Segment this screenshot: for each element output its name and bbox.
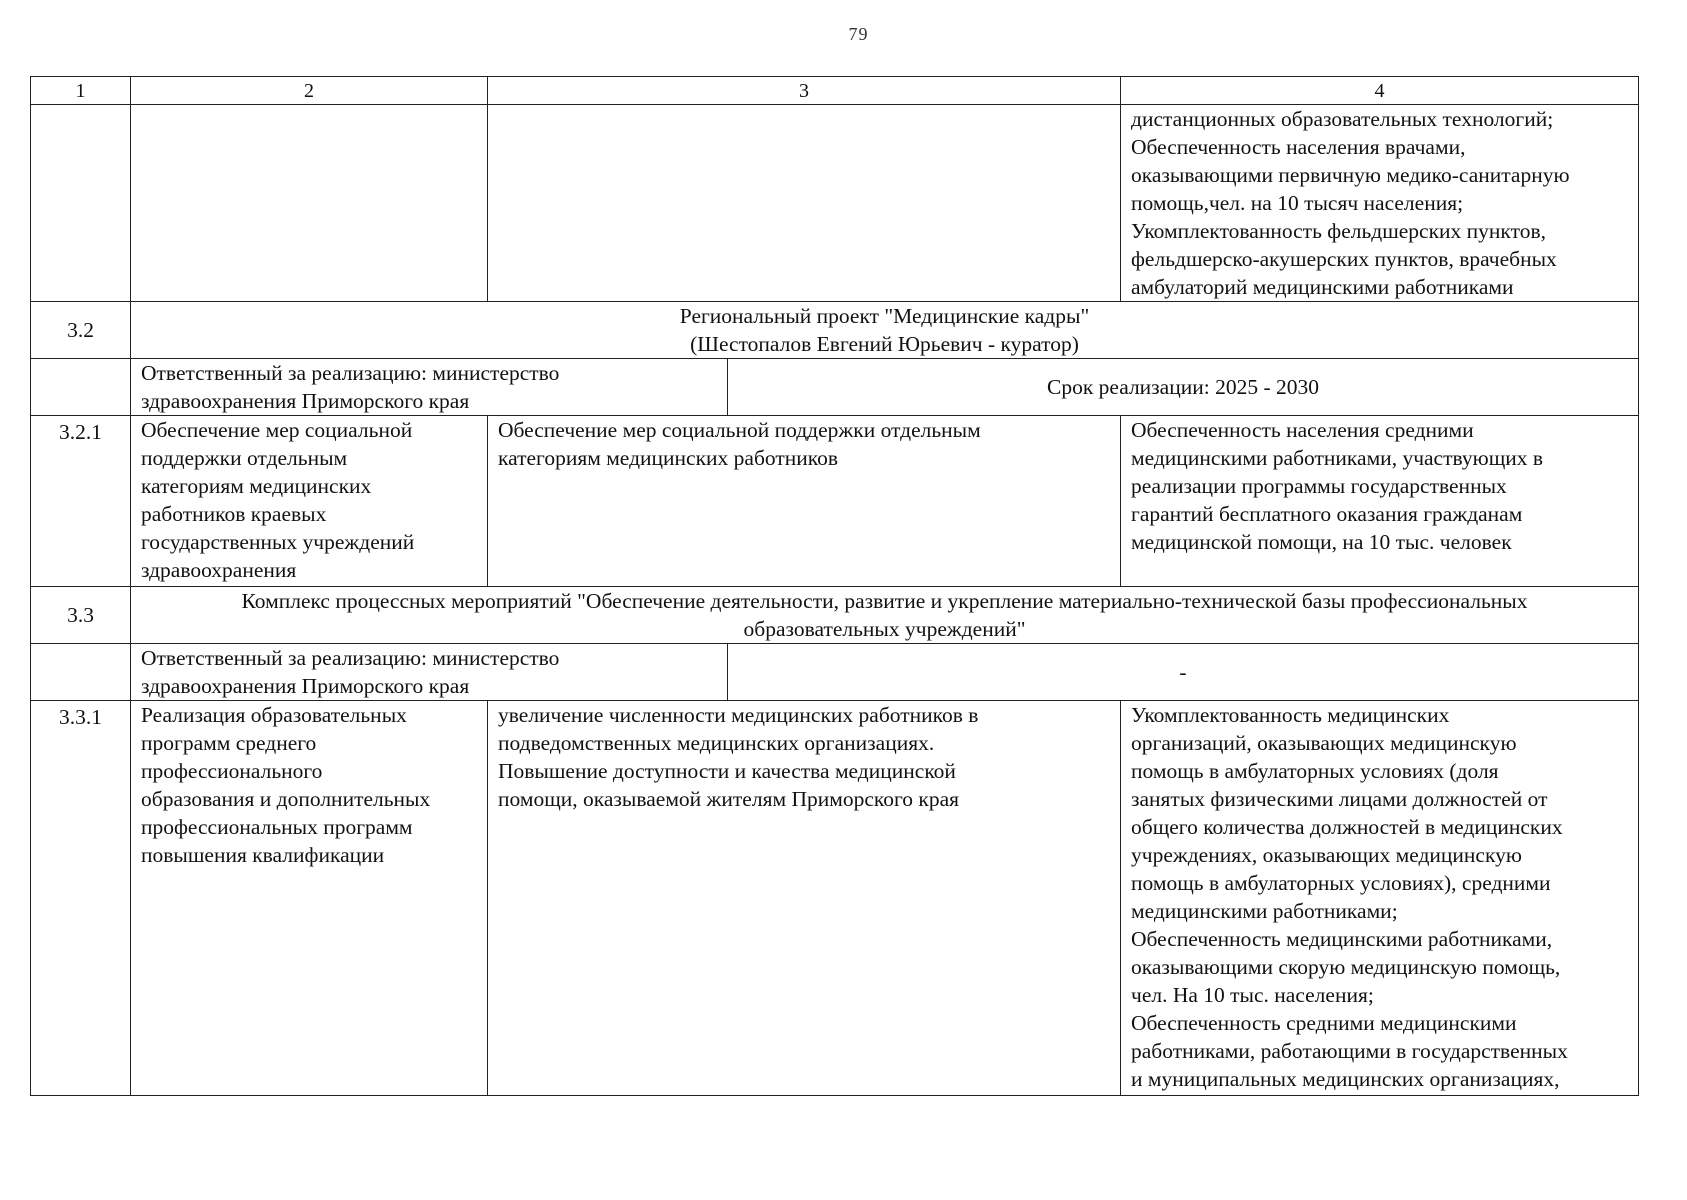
section-title-line: (Шестопалов Евгений Юрьевич - куратор) — [690, 332, 1079, 356]
text-line: помощь,чел. на 10 тысяч населения; — [1131, 191, 1464, 215]
result-cell — [488, 416, 1121, 587]
text-line: Укомплектованность фельдшерских пунктов, — [1131, 219, 1546, 243]
continuation-cell-3 — [488, 105, 1121, 302]
responsible-line: здравоохранения Приморского края — [141, 389, 470, 413]
responsible-row — [31, 359, 1639, 416]
text-line: поддержки отдельным — [141, 446, 348, 470]
text-line: и муниципальных медицинских организациях, — [1131, 1067, 1560, 1091]
result-cell — [488, 701, 1121, 1096]
text-line: подведомственных медицинских организациях. — [498, 731, 935, 755]
section-number: 3.3 — [31, 587, 131, 644]
text-line: медицинской помощи, на 10 тыс. человек — [1131, 530, 1512, 554]
text-line: помощь в амбулаторных условиях (доля — [1131, 759, 1499, 783]
indicator-cell — [1121, 416, 1639, 587]
section-3-3-row — [31, 587, 1639, 644]
header-row — [31, 77, 1639, 105]
continuation-cell-4 — [1121, 105, 1639, 302]
text-line: Реализация образовательных — [141, 703, 407, 727]
text-line: Обеспечение мер социальной — [141, 418, 413, 442]
text-line: чел. На 10 тыс. населения; — [1131, 983, 1374, 1007]
text-line: помощи, оказываемой жителям Приморского края — [498, 787, 960, 811]
section-title-line: Региональный проект "Медицинские кадры" — [679, 304, 1090, 328]
section-title — [131, 302, 1639, 359]
text-line: учреждениях, оказывающих медицинскую — [1131, 843, 1522, 867]
responsible-line: Ответственный за реализацию: министерство — [141, 361, 560, 385]
text-line: занятых физическими лицами должностей от — [1131, 787, 1548, 811]
text-line: медицинскими работниками; — [1131, 899, 1398, 923]
responsible-row — [31, 644, 1639, 701]
text-line: Укомплектованность медицинских — [1131, 703, 1450, 727]
text-line: Обеспечение мер социальной поддержки отдельным — [498, 418, 981, 442]
text-line: работников краевых — [141, 502, 327, 526]
column-header-3: 3 — [488, 77, 1121, 105]
text-line: увеличение численности медицинских работников в — [498, 703, 979, 727]
responsible-empty-cell — [31, 359, 131, 416]
text-line: профессиональных программ — [141, 815, 413, 839]
responsible-empty-cell — [31, 644, 131, 701]
program-table — [30, 76, 1639, 1096]
text-line: работниками, работающими в государственных — [1131, 1039, 1568, 1063]
column-header-4: 4 — [1121, 77, 1639, 105]
responsible-line: здравоохранения Приморского края — [141, 674, 470, 698]
continuation-cell-2 — [131, 105, 488, 302]
row-number: 3.2.1 — [31, 416, 131, 587]
text-line: гарантий бесплатного оказания гражданам — [1131, 502, 1523, 526]
text-line: медицинскими работниками, участвующих в — [1131, 446, 1544, 470]
text-line: повышения квалификации — [141, 843, 385, 867]
text-line: образования и дополнительных — [141, 787, 431, 811]
continuation-row — [31, 105, 1639, 302]
row-number: 3.3.1 — [31, 701, 131, 1096]
column-header-1: 1 — [31, 77, 131, 105]
responsible-line: Ответственный за реализацию: министерство — [141, 646, 560, 670]
section-title-line: образовательных учреждений" — [743, 617, 1026, 641]
section-3-2-row — [31, 302, 1639, 359]
term-cell: - — [728, 644, 1639, 701]
text-line: фельдшерско-акушерских пунктов, врачебных — [1131, 247, 1557, 271]
text-line: помощь в амбулаторных условиях), средними — [1131, 871, 1551, 895]
text-line: Повышение доступности и качества медицинской — [498, 759, 956, 783]
column-header-2: 2 — [131, 77, 488, 105]
section-title — [131, 587, 1639, 644]
text-line: оказывающими первичную медико-санитарную — [1131, 163, 1570, 187]
text-line: Обеспеченность средними медицинскими — [1131, 1011, 1517, 1035]
text-line: государственных учреждений — [141, 530, 415, 554]
text-line: оказывающими скорую медицинскую помощь, — [1131, 955, 1561, 979]
event-name-cell — [131, 701, 488, 1096]
text-line: программ среднего — [141, 731, 317, 755]
text-line: общего количества должностей в медицинских — [1131, 815, 1563, 839]
event-name-cell — [131, 416, 488, 587]
responsible-cell — [131, 644, 728, 701]
term-cell: Срок реализации: 2025 - 2030 — [728, 359, 1639, 416]
text-line: реализации программы государственных — [1131, 474, 1507, 498]
indicator-cell — [1121, 701, 1639, 1096]
row-3-3-1 — [31, 701, 1639, 1096]
text-line: Обеспеченность населения средними — [1131, 418, 1474, 442]
text-line: профессионального — [141, 759, 323, 783]
text-line: Обеспеченность населения врачами, — [1131, 135, 1466, 159]
text-line: Обеспеченность медицинскими работниками, — [1131, 927, 1553, 951]
section-title-line: Комплекс процессных мероприятий "Обеспечение деятельности, развитие и укрепление материально-технической базы профессиональных — [241, 589, 1528, 613]
continuation-cell-1 — [31, 105, 131, 302]
text-line: организаций, оказывающих медицинскую — [1131, 731, 1517, 755]
text-line: дистанционных образовательных технологий; — [1131, 107, 1554, 131]
row-3-2-1 — [31, 416, 1639, 587]
section-number: 3.2 — [31, 302, 131, 359]
responsible-cell — [131, 359, 728, 416]
text-line: амбулаторий медицинскими работниками — [1131, 275, 1514, 299]
text-line: категориям медицинских работников — [498, 446, 839, 470]
text-line: категориям медицинских — [141, 474, 372, 498]
text-line: здравоохранения — [141, 558, 297, 582]
page-number: 79 — [848, 24, 869, 44]
